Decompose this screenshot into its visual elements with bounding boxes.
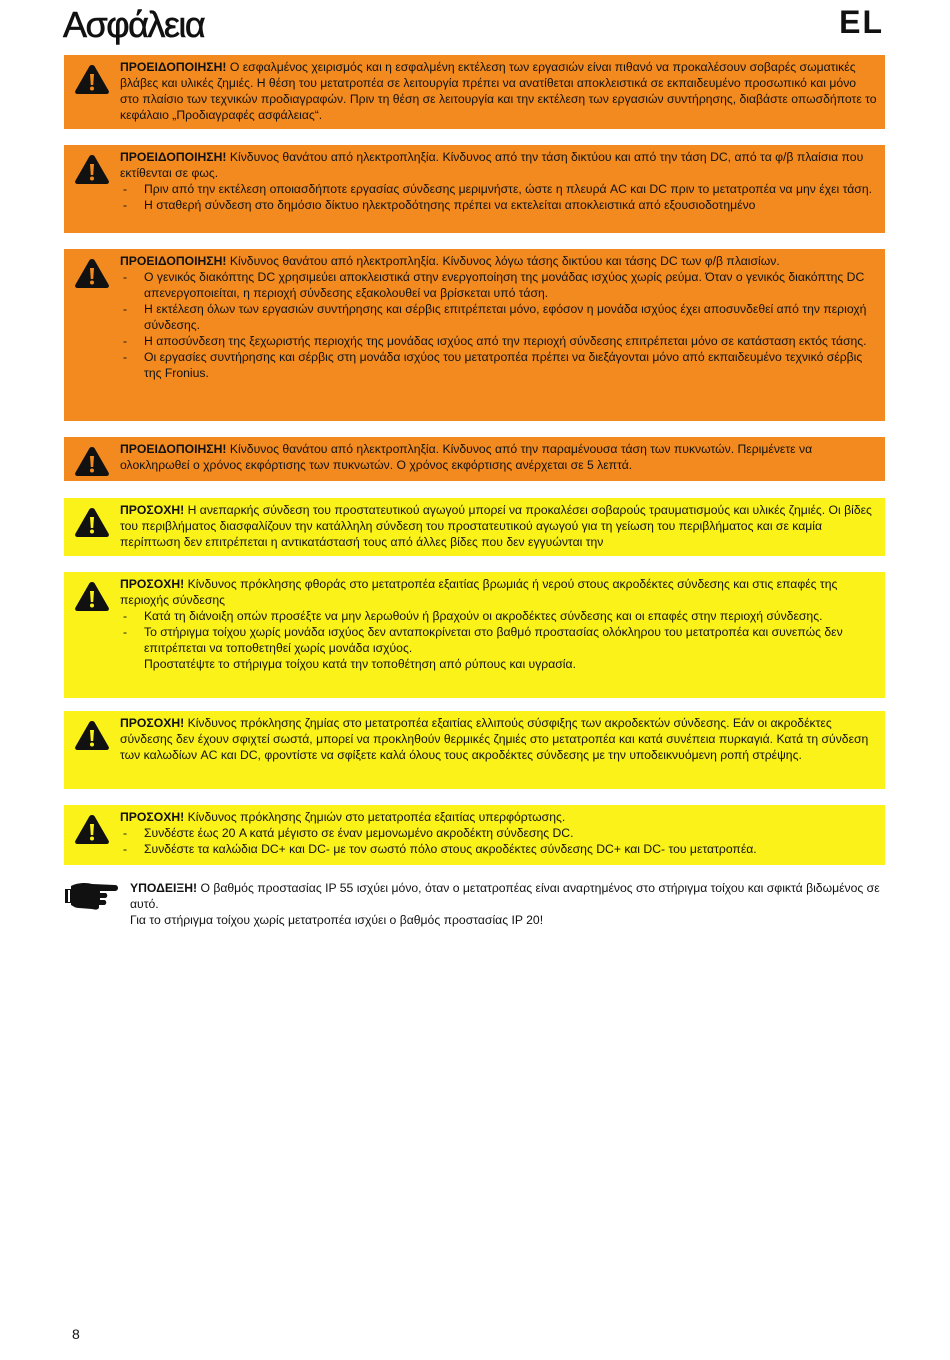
notice-text (120, 809, 877, 825)
list-item: - Η αποσύνδεση της ξεχωριστής περιοχής της μονάδας ισχύος από την περιοχή σύνδεσης επιτρέπεται μόνο σε κατάσταση εκτός τάσης. (120, 333, 877, 349)
warning-triangle-icon (74, 445, 110, 477)
warning-triangle-icon (74, 153, 110, 185)
notice-text (120, 715, 877, 763)
notice-body: Η ανεπαρκής σύνδεση του προστατευτικού αγωγού μπορεί να προκαλέσει σοβαρούς τραυματισμούς και υλικές ζημιές. Οι βίδες του περιβλήματος διασφαλίζουν την κατάλληλη σύνδεση του προστατευτικού αγωγού για τη γείωση του περιβλήματος και σε καμία περίπτωση δεν επιτρέπεται η αντικατάστασή τους από άλλες βίδες που δεν εγγυώνται την (120, 503, 872, 549)
notice-list (120, 825, 877, 857)
notice-list (120, 269, 877, 381)
page-title: Ασφάλεια (63, 4, 205, 45)
list-item: - Κατά τη διάνοιξη οπών προσέξτε να μην λερωθούν ή βραχούν οι ακροδέκτες σύνδεσης και οι επαφές στην περιοχή σύνδεσης. (120, 608, 877, 624)
notice-body: Κίνδυνος πρόκλησης φθοράς στο μετατροπέα εξαιτίας βρωμιάς ή νερού στους ακροδέκτες σύνδεσης και στις επαφές της περιοχής σύνδεσης (120, 577, 838, 607)
caution-notice (64, 572, 885, 698)
notice-title: ΠΡΟΕΙΔΟΠΟΙΗΣΗ! (120, 150, 227, 164)
list-item: - Συνδέστε τα καλώδια DC+ και DC- με τον σωστό πόλο στους ακροδέκτες σύνδεσης DC+ και DC- του μετατροπέα. (120, 841, 877, 857)
warning-notice (64, 145, 885, 233)
notice-tail: Προστατέψτε το στήριγμα τοίχου κατά την τοποθέτηση από ρύπους και υγρασία. (144, 657, 576, 671)
list-item: - Η εκτέλεση όλων των εργασιών συντήρησης και σέρβις επιτρέπεται μόνο, εφόσον η μονάδα ισχύος έχει αποσυνδεθεί από την περιοχή σύνδεσης. (120, 301, 877, 333)
list-item: - Ο γενικός διακόπτης DC χρησιμεύει αποκλειστικά στην ενεργοποίηση της μονάδας ισχύος χωρίς ρεύμα. Όταν ο γενικός διακόπτης DC απενεργοποιείται, η περιοχή σύνδεσης εξακολουθεί να βρίσκεται υπό τάση. (120, 269, 877, 301)
note-line-2: Για το στήριγμα τοίχου χωρίς μετατροπέα ισχύει ο βαθμός προστασίας IP 20! (130, 913, 544, 927)
note-text (130, 880, 885, 912)
warning-triangle-icon (74, 580, 110, 612)
list-item: - Οι εργασίες συντήρησης και σέρβις στη μονάδα ισχύος του μετατροπέα πρέπει να διεξάγονται μόνο από εκπαιδευμένο τεχνικό σέρβις της Fronius. (120, 349, 877, 381)
note-box (64, 876, 885, 932)
list-item: - Συνδέστε έως 20 A κατά μέγιστο σε έναν μεμονωμένο ακροδέκτη σύνδεσης DC. (120, 825, 877, 841)
notice-title: ΠΡΟΕΙΔΟΠΟΙΗΣΗ! (120, 60, 227, 74)
language-tag: EL (839, 4, 884, 40)
notice-list (120, 181, 877, 213)
notice-body: Κίνδυνος πρόκλησης ζημιών στο μετατροπέα εξαιτίας υπερφόρτωσης. (184, 810, 566, 824)
notice-title: ΠΡΟΕΙΔΟΠΟΙΗΣΗ! (120, 442, 227, 456)
pointing-hand-icon (64, 880, 120, 910)
notice-text (120, 59, 877, 123)
warning-notice (64, 55, 885, 129)
warning-triangle-icon (74, 813, 110, 845)
note-title: ΥΠΟΔΕΙΞΗ! (130, 881, 198, 895)
notice-text (120, 576, 877, 608)
notice-title: ΠΡΟΕΙΔΟΠΟΙΗΣΗ! (120, 254, 227, 268)
notice-text (120, 253, 877, 269)
page-number: 8 (72, 1326, 80, 1342)
notice-body: Κίνδυνος θανάτου από ηλεκτροπληξία. Κίνδυνος λόγω τάσης δικτύου και τάσης DC των φ/β πλαισίων. (226, 254, 780, 268)
warning-notice (64, 249, 885, 421)
notice-text (120, 441, 877, 473)
notice-text (120, 149, 877, 181)
list-item: - Πριν από την εκτέλεση οποιασδήποτε εργασίας σύνδεσης μεριμνήστε, ώστε η πλευρά AC και DC πριν το μετατροπέα να μην έχει τάση. (120, 181, 877, 197)
caution-notice (64, 711, 885, 789)
caution-notice (64, 498, 885, 556)
notice-text (120, 502, 877, 550)
warning-triangle-icon (74, 63, 110, 95)
note-body: Ο βαθμός προστασίας IP 55 ισχύει μόνο, όταν ο μετατροπέας είναι αναρτημένος στο στήριγμα τοίχου και σφικτά βιδωμένος σε αυτό. (130, 881, 880, 911)
caution-notice (64, 805, 885, 865)
notice-list (120, 608, 877, 656)
notice-title: ΠΡΟΣΟΧΗ! (120, 503, 185, 517)
list-item: - Το στήριγμα τοίχου χωρίς μονάδα ισχύος δεν ανταποκρίνεται στο βαθμό προστασίας ολόκληρου του μετατροπέα και συνεπώς δεν επιτρέπεται να τοποθετηθεί χωρίς μονάδα ισχύος. (120, 624, 877, 656)
warning-triangle-icon (74, 257, 110, 289)
notice-body: Κίνδυνος θανάτου από ηλεκτροπληξία. Κίνδυνος από την παραμένουσα τάση των πυκνωτών. Περιμένετε να ολοκληρωθεί ο χρόνος εκφόρτισης των πυκνωτών. Ο χρόνος εκφόρτισης ανέρχεται σε 5 λεπτά. (120, 442, 813, 472)
notice-title: ΠΡΟΣΟΧΗ! (120, 810, 185, 824)
notice-body: Κίνδυνος θανάτου από ηλεκτροπληξία. Κίνδυνος από την τάση δικτύου και από την τάση DC, από τα φ/β πλαίσια που εκτίθενται σε φως. (120, 150, 864, 180)
warning-notice (64, 437, 885, 481)
list-item: - Η σταθερή σύνδεση στο δημόσιο δίκτυο ηλεκτροδότησης πρέπει να εκτελείται αποκλειστικά από εξουσιοδοτημένο (120, 197, 877, 213)
notice-title: ΠΡΟΣΟΧΗ! (120, 577, 185, 591)
notice-body: Ο εσφαλμένος χειρισμός και η εσφαλμένη εκτέλεση των εργασιών είναι πιθανό να προκαλέσουν σοβαρές σωματικές βλάβες και υλικές ζημιές. Η θέση του μετατροπέα σε λειτουργία πρέπει να ανατίθεται αποκλειστικά σε εκπαιδευμένο προσωπικό και μόνο στο πλαίσιο των τεχνικών προδιαγραφών. Πριν τη θέση σε λειτουργία και την εκτέλεση των εργασιών συντήρησης, διαβάστε οπωσδήποτε το κεφάλαιο „Προδιαγραφές ασφάλειας“. (120, 60, 877, 122)
warning-triangle-icon (74, 719, 110, 751)
notice-body: Κίνδυνος πρόκλησης ζημίας στο μετατροπέα εξαιτίας ελλιπούς σύσφιξης των ακροδεκτών σύνδεσης. Εάν οι ακροδέκτες σύνδεσης δεν έχουν σφιχτεί σωστά, μπορεί να προκληθούν θερμικές ζημιές στο μετατροπέα και κατά συνέπεια πυρκαγιά. Κατά τη σύνδεση των καλωδίων AC και DC, φροντίστε να σφίξετε καλά όλους τους ακροδέκτες σύνδεσης με την υποδεικνυόμενη ροπή στρέψης. (120, 716, 869, 762)
notice-title: ΠΡΟΣΟΧΗ! (120, 716, 185, 730)
warning-triangle-icon (74, 506, 110, 538)
